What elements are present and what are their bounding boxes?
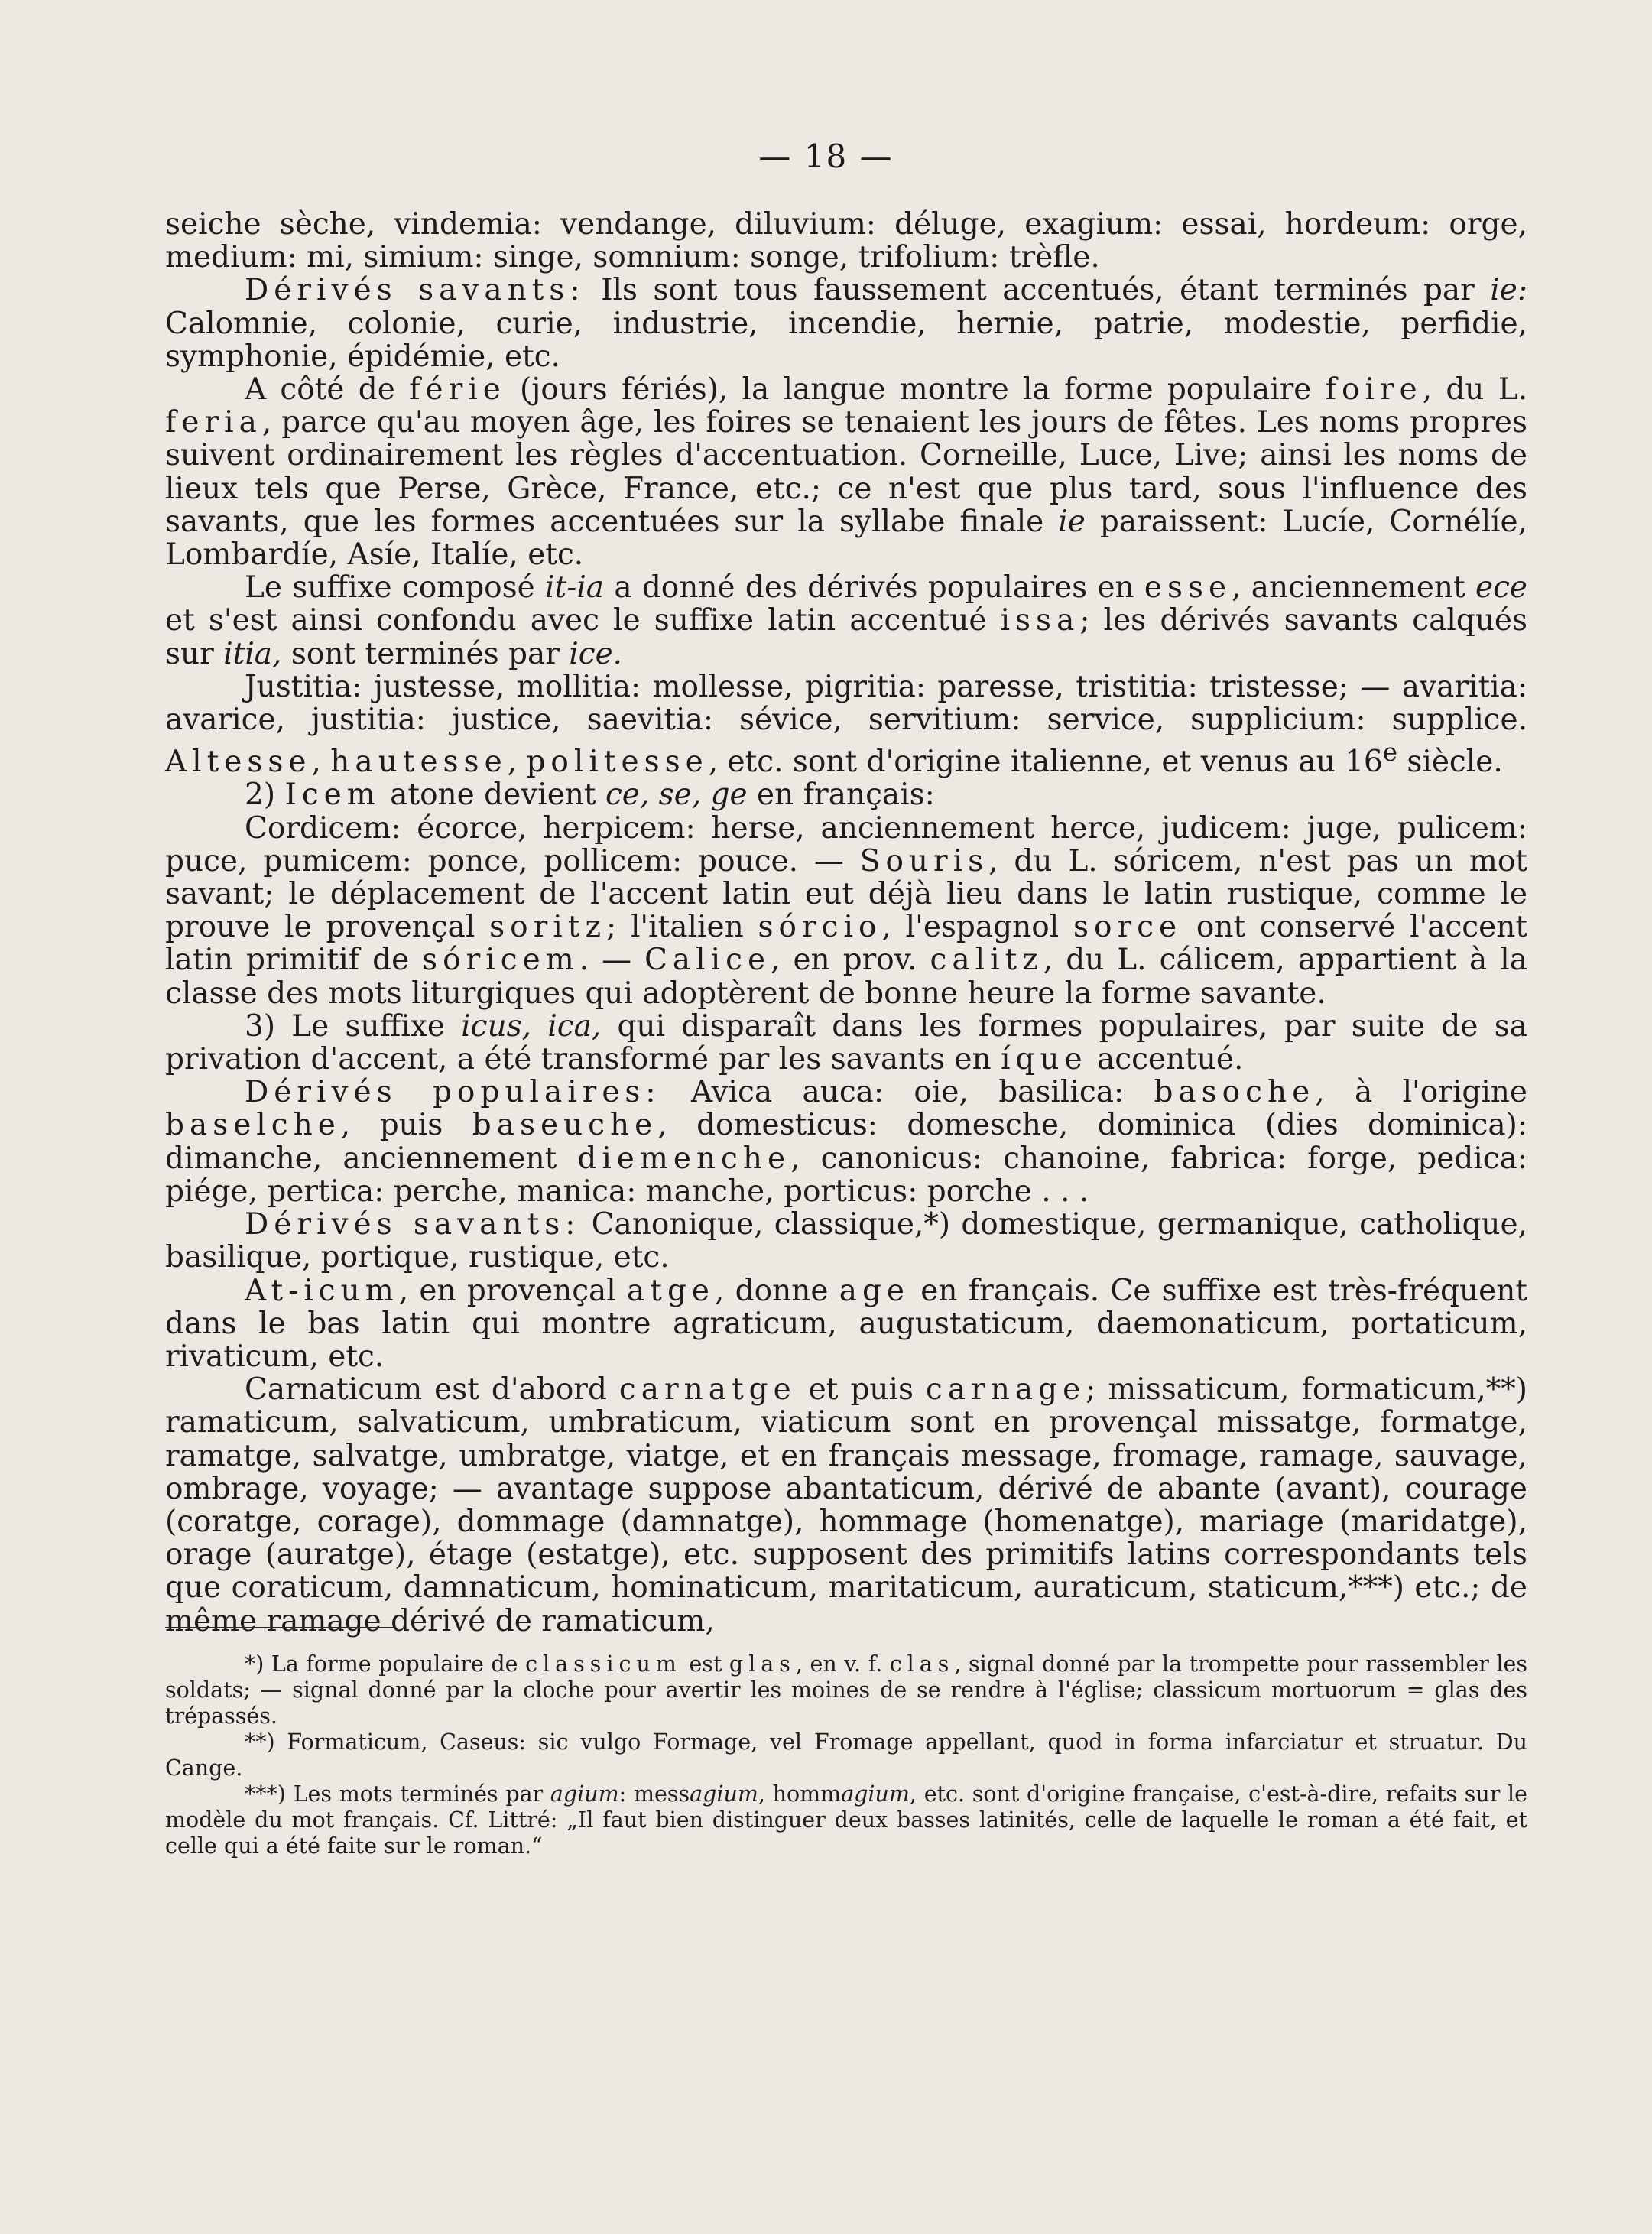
text-run: , (311, 745, 331, 780)
paragraph-2 (165, 274, 1527, 373)
spaced-term: classicum (525, 1651, 682, 1677)
text-run: est (681, 1651, 729, 1677)
spaced-term: hautesse (330, 745, 508, 780)
text-run: , du L. cálicem, appartient à la classe des mots liturgiques qui adoptèrent de bonne heure la forme savante. (165, 943, 1527, 1011)
footnote-2 (165, 1729, 1527, 1781)
superscript: e (1382, 738, 1397, 768)
paragraph-6 (165, 778, 1527, 811)
text-run: sont terminés par (281, 636, 570, 671)
text-run: , canonicus: chanoine, fabrica: forge, pedica: piége, pertica: perche, manica: manche, porticus: porche . . . (165, 1141, 1527, 1209)
paragraph-12 (165, 1373, 1527, 1638)
text-run: en français. Ce suffixe est très-fréquent dans le bas latin qui montre agraticum, augustaticum, daemonaticum, portaticum, rivaticum, etc. (165, 1273, 1528, 1374)
footnote-1 (165, 1651, 1527, 1729)
italic-term: ie (1058, 504, 1086, 539)
spaced-term: atge (627, 1273, 716, 1308)
text-run: paraissent: Lucíe, Cornélíe, Lombardíe, Asíe, Italíe, etc. (165, 504, 1527, 573)
spaced-term: íque (1000, 1042, 1088, 1077)
text-run: , donne (715, 1273, 839, 1308)
spaced-term: esse (1144, 570, 1232, 606)
spaced-term: soritz (489, 910, 607, 945)
text-run: . — (579, 943, 645, 978)
text-run: *) La forme populaire de (245, 1651, 526, 1677)
paragraph-8 (165, 1010, 1527, 1076)
footnote-divider (165, 1627, 394, 1628)
text-run: A côté de (245, 372, 410, 408)
text-run: qui disparaît dans les formes populaires, par suite de sa privation d'accent, a été transformé par les savants en (165, 1008, 1527, 1077)
text-run: Cordicem: écorce, herpicem: herse, anciennement herce, judicem: juge, pulicem: puce, pumicem: ponce, pollicem: pouce. — (165, 810, 1527, 878)
text-run: , l'espagnol (881, 910, 1073, 945)
spaced-term: calitz (930, 943, 1043, 978)
text-run: , anciennement (1232, 570, 1475, 606)
spaced-term: Icem (284, 778, 381, 813)
text-run: siècle. (1397, 745, 1503, 780)
text-run: : mess (618, 1781, 690, 1807)
spaced-term: baseuche (472, 1108, 658, 1143)
text-run: accentué. (1087, 1042, 1244, 1077)
text-run: ; missaticum, formaticum,**) ramaticum, salvaticum, umbraticum, viaticum sont en provençal missatge, formatge, ramatge, salvatge, umbratge, viatge, et en français message, fromage, ramage, sauvage, ombrage, voyage; — avantage suppose abantaticum, dérivé de abante (avant), courage (coratge, corage), dommage (damnatge), hommage (homenatge), mariage (maridatge), orage (auratge), étage (estatge), etc. supposent des primitifs latins correspondants tels que coraticum, damnaticum, hominaticum, maritaticum, auraticum, staticum,***) etc.; de même ramage dérivé de ramaticum, (165, 1372, 1527, 1638)
text-run: Ils sont tous faussement accentués, étant terminés par (585, 273, 1491, 308)
text-run: a donné des dérivés populaires en (604, 570, 1144, 606)
text-run: en français: (747, 778, 935, 813)
text-run: , du L. (1422, 372, 1527, 408)
italic-term: itia, (223, 636, 282, 671)
text-run: , parce qu'au moyen âge, les foires se tenaient les jours de fêtes. Les noms propres suivent ordinairement les règles d'accentuation. Corneille, Luce, Live; ainsi les noms de lieux tels que Perse, Grèce, France, etc.; ce n'est que plus tard, sous l'influence des savants, que les formes accentuées sur la syllabe finale (165, 405, 1527, 539)
text-run: , puis (340, 1108, 472, 1143)
text-run: 3) Le suffixe (245, 1008, 462, 1044)
spaced-term: carnatge (618, 1372, 797, 1408)
text-run: seiche sèche, vindemia: vendange, diluvium: déluge, exagium: essai, hordeum: orge, medium: mi, simium: singe, somnium: songe, trifolium: trèfle. (165, 207, 1527, 275)
italic-term: ie: (1490, 273, 1527, 308)
paragraph-3 (165, 373, 1527, 571)
spaced-term: clas (889, 1651, 955, 1677)
italic-term: icus, ica, (461, 1008, 602, 1044)
spaced-term: At-icum (245, 1273, 399, 1308)
spaced-term: sóricem (422, 943, 579, 978)
italic-term: it-ia (545, 570, 605, 606)
spaced-term: Dérivés savants: (245, 1207, 581, 1242)
text-run: , homm (758, 1781, 842, 1807)
spaced-term: Souris (859, 843, 989, 878)
footnote-3 (165, 1781, 1527, 1859)
spaced-term: issa (1000, 603, 1080, 638)
paragraph-7 (165, 812, 1527, 1010)
text-run: , etc. sont d'origine française, c'est-à-dire, refaits sur le modèle du mot français. Cf. Littré: „Il faut bien distinguer deux basses latinités, celle de laquelle le roman a été fait, et celle qui a été faite sur le roman.“ (165, 1781, 1528, 1859)
text-run: , en prov. (771, 943, 930, 978)
spaced-term: glas (729, 1651, 796, 1677)
text-run: , du L. sóricem, n'est pas un mot savant; le déplacement de l'accent latin eut déjà lieu dans le latin rustique, comme le prouve le provençal (165, 843, 1527, 945)
italic-term: ece (1475, 570, 1527, 606)
italic-term: agium (550, 1781, 619, 1807)
paragraph-10 (165, 1208, 1527, 1274)
paragraph-4 (165, 571, 1527, 671)
text-run: 2) (245, 778, 285, 813)
paragraph-1 (165, 208, 1527, 274)
text-run: Carnaticum est d'abord (245, 1372, 619, 1408)
text-run: , etc. sont d'origine italienne, et venus au 16 (708, 745, 1383, 780)
italic-term: agium (841, 1781, 910, 1807)
spaced-term: Altesse (165, 745, 312, 780)
spaced-term: baselche (165, 1108, 341, 1143)
spaced-term: politesse (526, 745, 709, 780)
italic-term: ice. (569, 636, 623, 671)
text-run: et puis (796, 1372, 927, 1408)
text-run: , signal donné par la trompette pour rassembler les soldats; — signal donné par la cloche pour avertir les moines de se rendre à l'église; classicum mortuorum = glas des trépassés. (165, 1651, 1527, 1729)
text-run: ont conservé l'accent latin primitif de (165, 910, 1528, 978)
body-text (165, 208, 1527, 1638)
spaced-term: feria (165, 405, 262, 440)
text-run: et s'est ainsi confondu avec le suffixe latin accentué (165, 603, 1001, 638)
text-run: ***) Les mots terminés par (245, 1781, 550, 1807)
text-run: ; les dérivés savants calqués sur (165, 603, 1527, 671)
spaced-term: carnage (926, 1372, 1086, 1408)
spaced-term: age (839, 1273, 910, 1308)
spaced-term: Dérivés savants: (245, 273, 586, 308)
text-run: (jours fériés), la langue montre la forme populaire (505, 372, 1326, 408)
italic-term: ce, se, ge (605, 778, 748, 813)
text-run: , à l'origine (1315, 1075, 1528, 1110)
spaced-term: foire (1325, 372, 1423, 408)
footnotes (165, 1651, 1527, 1859)
spaced-term: basoche (1154, 1075, 1316, 1110)
page-number: — 18 — (758, 138, 894, 175)
spaced-term: Calice (644, 943, 771, 978)
spaced-term: sórcio (758, 910, 882, 945)
text-run: ; l'italien (606, 910, 758, 945)
paragraph-11 (165, 1274, 1527, 1374)
italic-term: agium (690, 1781, 758, 1807)
text-run: Canonique, classique,*) domestique, germanique, catholique, basilique, portique, rustique, etc. (165, 1207, 1528, 1275)
text-run: , en v. f. (795, 1651, 890, 1677)
text-run: Avica auca: oie, basilica: (660, 1075, 1154, 1110)
text-run: **) Formaticum, Caseus: sic vulgo Formage, vel Fromage appellant, quod in forma infarciatur et struatur. Du Cange. (165, 1729, 1527, 1781)
text-run: Justitia: justesse, mollitia: mollesse, pigritia: paresse, tristitia: tristesse; — avaritia: avarice, justitia: justice, saevitia: sévice, servitium: service, supplicium: supplice. (165, 669, 1527, 738)
spaced-term: férie (409, 372, 506, 408)
text-run: , (507, 745, 527, 780)
spaced-term: sorce (1073, 910, 1183, 945)
text-run: , domesticus: domesche, dominica (dies dominica): dimanche, anciennement (165, 1108, 1527, 1176)
text-run: Calomnie, colonie, curie, industrie, incendie, hernie, patrie, modestie, perfidie, symphonie, épidémie, etc. (165, 306, 1527, 374)
spaced-term: diemenche (577, 1141, 791, 1176)
text-run: , en provençal (398, 1273, 628, 1308)
text-run: Le suffixe composé (245, 570, 545, 606)
paragraph-5 (165, 671, 1527, 779)
text-run: atone devient (380, 778, 605, 813)
paragraph-9 (165, 1076, 1527, 1208)
spaced-term: Dérivés populaires: (245, 1075, 661, 1110)
